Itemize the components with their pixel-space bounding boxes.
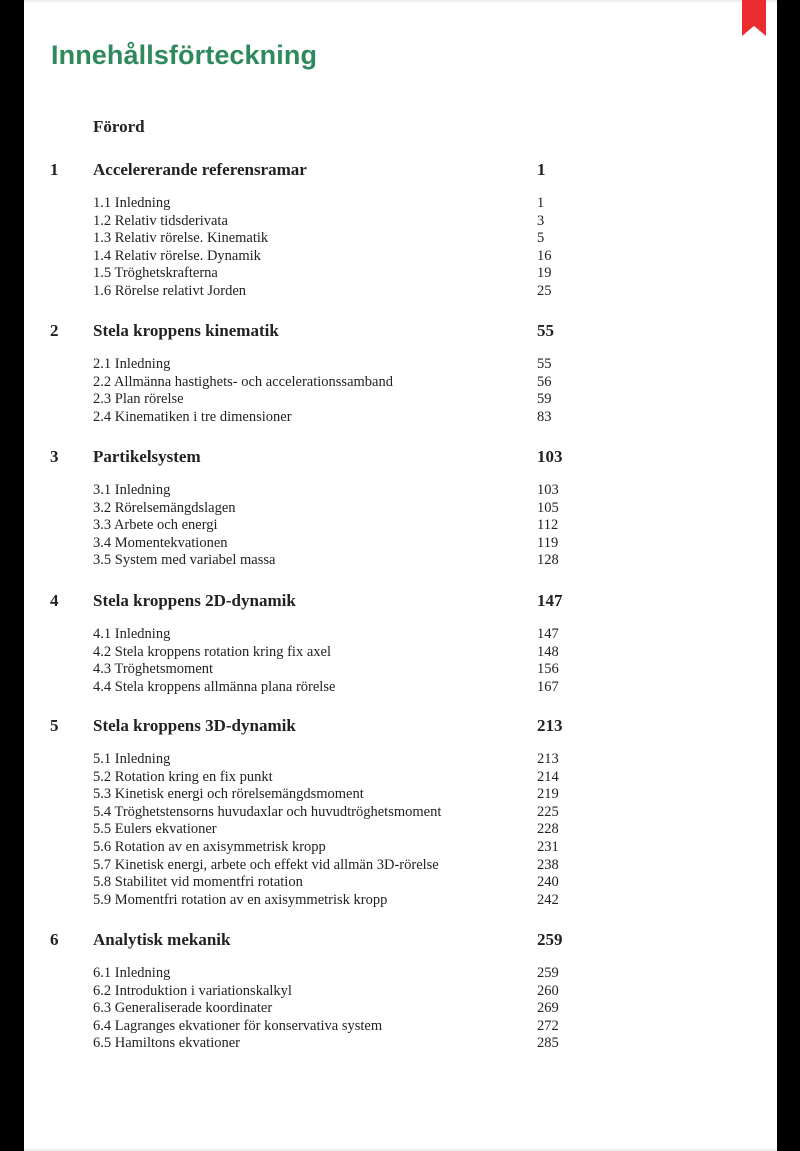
section-title: 2.3 Plan rörelse bbox=[93, 391, 184, 408]
toc-section-entry[interactable] bbox=[0, 1018, 800, 1036]
toc-section-entry[interactable] bbox=[0, 874, 800, 892]
toc-section-entry[interactable] bbox=[0, 786, 800, 804]
toc-section-entry[interactable] bbox=[0, 661, 800, 679]
section-title: 1.3 Relativ rörelse. Kinematik bbox=[93, 230, 269, 247]
section-title: 5.1 Inledning bbox=[93, 751, 171, 767]
toc-foreword[interactable]: Förord bbox=[93, 117, 145, 136]
toc-section-entry[interactable] bbox=[0, 535, 800, 553]
section-title: 1.2 Relativ tidsderivata bbox=[93, 212, 228, 229]
section-title: 3.5 System med variabel massa bbox=[93, 552, 276, 569]
section-title: 4.2 Stela kroppens rotation kring fix axel bbox=[93, 643, 331, 660]
section-page-number: 128 bbox=[537, 552, 559, 569]
chapter-title: Partikelsystem bbox=[93, 447, 201, 466]
toc-section-list bbox=[0, 195, 800, 301]
section-page-number: 242 bbox=[537, 891, 559, 908]
section-page-number: 238 bbox=[537, 856, 559, 873]
section-title: 3.3 Arbete och energi bbox=[93, 517, 218, 534]
section-page-number: 219 bbox=[537, 786, 559, 803]
toc-section-list bbox=[0, 356, 800, 426]
chapter-title: Analytisk mekanik bbox=[93, 930, 231, 949]
toc-section-entry[interactable] bbox=[0, 195, 800, 213]
chapter-title: Stela kroppens 2D-dynamik bbox=[93, 591, 296, 610]
toc-section-entry[interactable] bbox=[0, 283, 800, 301]
toc-section-entry[interactable] bbox=[0, 965, 800, 983]
toc-chapter bbox=[0, 930, 800, 1053]
section-title: 5.5 Eulers ekvationer bbox=[93, 821, 217, 838]
toc-chapter bbox=[0, 160, 800, 301]
toc-section-entry[interactable] bbox=[0, 983, 800, 1001]
chapter-number: 6 bbox=[50, 930, 59, 949]
section-page-number: 213 bbox=[537, 751, 559, 767]
section-page-number: 25 bbox=[537, 282, 552, 299]
toc-chapter-heading[interactable] bbox=[0, 160, 800, 182]
section-title: 2.4 Kinematiken i tre dimensioner bbox=[93, 408, 292, 425]
section-page-number: 240 bbox=[537, 874, 559, 891]
section-title: 1.4 Relativ rörelse. Dynamik bbox=[93, 247, 261, 264]
section-page-number: 119 bbox=[537, 534, 559, 551]
section-title: 3.2 Rörelsemängdslagen bbox=[93, 499, 236, 516]
section-page-number: 55 bbox=[537, 356, 552, 372]
toc-section-entry[interactable] bbox=[0, 248, 800, 266]
section-page-number: 231 bbox=[537, 838, 559, 855]
section-page-number: 148 bbox=[537, 643, 559, 660]
section-page-number: 167 bbox=[537, 678, 559, 695]
toc-section-list bbox=[0, 626, 800, 696]
section-title: 3.4 Momentekvationen bbox=[93, 534, 228, 551]
section-page-number: 214 bbox=[537, 768, 559, 785]
toc-chapter-heading[interactable] bbox=[0, 321, 800, 343]
section-page-number: 112 bbox=[537, 517, 559, 534]
section-title: 1.6 Rörelse relativt Jorden bbox=[93, 282, 247, 299]
toc-chapter-heading[interactable] bbox=[0, 591, 800, 613]
toc-section-list bbox=[0, 965, 800, 1053]
section-title: 3.1 Inledning bbox=[93, 482, 171, 498]
toc-section-list bbox=[0, 482, 800, 570]
section-title: 6.3 Generaliserade koordinater bbox=[93, 1000, 273, 1017]
section-title: 5.9 Momentfri rotation av en axisymmetrisk kropp bbox=[93, 891, 388, 908]
section-page-number: 269 bbox=[537, 1000, 559, 1017]
section-title: 5.3 Kinetisk energi och rörelsemängdsmoment bbox=[93, 786, 364, 803]
section-title: 6.5 Hamiltons ekvationer bbox=[93, 1035, 240, 1052]
toc-section-entry[interactable] bbox=[0, 374, 800, 392]
section-title: 4.4 Stela kroppens allmänna plana rörelse bbox=[93, 678, 336, 695]
section-page-number: 225 bbox=[537, 803, 559, 820]
section-page-number: 285 bbox=[537, 1035, 559, 1052]
toc-section-entry[interactable] bbox=[0, 500, 800, 518]
toc-chapter-heading[interactable] bbox=[0, 447, 800, 469]
section-page-number: 259 bbox=[537, 965, 559, 981]
toc-section-entry[interactable] bbox=[0, 679, 800, 697]
section-title: 2.2 Allmänna hastighets- och accelerationssamband bbox=[93, 373, 393, 390]
section-page-number: 16 bbox=[537, 247, 552, 264]
chapter-page-number: 147 bbox=[537, 591, 563, 610]
chapter-number: 4 bbox=[50, 591, 59, 610]
section-page-number: 260 bbox=[537, 982, 559, 999]
section-page-number: 103 bbox=[537, 482, 559, 498]
toc-chapter bbox=[0, 447, 800, 570]
toc-section-entry[interactable] bbox=[0, 857, 800, 875]
toc-section-entry[interactable] bbox=[0, 1035, 800, 1053]
section-page-number: 272 bbox=[537, 1017, 559, 1034]
toc-section-entry[interactable] bbox=[0, 391, 800, 409]
chapter-page-number: 213 bbox=[537, 716, 563, 735]
toc-section-entry[interactable] bbox=[0, 892, 800, 910]
toc-section-entry[interactable] bbox=[0, 804, 800, 822]
section-title: 2.1 Inledning bbox=[93, 356, 171, 372]
toc-section-list bbox=[0, 751, 800, 909]
toc-section-entry[interactable] bbox=[0, 265, 800, 283]
section-title: 6.1 Inledning bbox=[93, 965, 171, 981]
section-page-number: 105 bbox=[537, 499, 559, 516]
section-page-number: 56 bbox=[537, 373, 552, 390]
section-title: 4.3 Tröghetsmoment bbox=[93, 661, 214, 678]
chapter-page-number: 55 bbox=[537, 321, 554, 340]
chapter-page-number: 103 bbox=[537, 447, 563, 466]
toc-chapter bbox=[0, 716, 800, 909]
section-page-number: 1 bbox=[537, 195, 545, 211]
toc-chapter bbox=[0, 591, 800, 696]
section-page-number: 228 bbox=[537, 821, 559, 838]
chapter-title: Accelererande referensramar bbox=[93, 160, 307, 179]
toc-section-entry[interactable] bbox=[0, 644, 800, 662]
section-title: 6.4 Lagranges ekvationer för konservativa system bbox=[93, 1017, 383, 1034]
chapter-title: Stela kroppens 3D-dynamik bbox=[93, 716, 296, 735]
section-page-number: 59 bbox=[537, 391, 552, 408]
section-page-number: 19 bbox=[537, 265, 552, 282]
section-page-number: 147 bbox=[537, 626, 559, 642]
chapter-number: 2 bbox=[50, 321, 59, 340]
section-page-number: 3 bbox=[537, 212, 545, 229]
toc-section-entry[interactable] bbox=[0, 769, 800, 787]
toc-section-entry[interactable] bbox=[0, 230, 800, 248]
toc-section-entry[interactable] bbox=[0, 517, 800, 535]
toc-chapter-heading[interactable] bbox=[0, 930, 800, 952]
section-title: 1.5 Tröghetskrafterna bbox=[93, 265, 218, 282]
section-title: 5.7 Kinetisk energi, arbete och effekt vid allmän 3D-rörelse bbox=[93, 856, 439, 873]
toc-section-entry[interactable] bbox=[0, 751, 800, 769]
section-title: 5.4 Tröghetstensorns huvudaxlar och huvudtröghetsmoment bbox=[93, 803, 442, 820]
toc-chapter bbox=[0, 321, 800, 426]
page-title: Innehållsförteckning bbox=[51, 40, 318, 70]
section-page-number: 156 bbox=[537, 661, 559, 678]
toc-section-entry[interactable] bbox=[0, 356, 800, 374]
toc-section-entry[interactable] bbox=[0, 626, 800, 644]
section-page-number: 5 bbox=[537, 230, 545, 247]
chapter-number: 3 bbox=[50, 447, 59, 466]
section-page-number: 83 bbox=[537, 408, 552, 425]
chapter-number: 1 bbox=[50, 160, 59, 179]
chapter-title: Stela kroppens kinematik bbox=[93, 321, 279, 340]
toc-section-entry[interactable] bbox=[0, 821, 800, 839]
section-title: 5.8 Stabilitet vid momentfri rotation bbox=[93, 874, 303, 891]
section-title: 5.6 Rotation av en axisymmetrisk kropp bbox=[93, 838, 326, 855]
section-title: 5.2 Rotation kring en fix punkt bbox=[93, 768, 273, 785]
toc-section-entry[interactable] bbox=[0, 482, 800, 500]
toc-section-entry[interactable] bbox=[0, 1000, 800, 1018]
section-title: 6.2 Introduktion i variationskalkyl bbox=[93, 982, 292, 999]
chapter-page-number: 1 bbox=[537, 160, 546, 179]
toc-section-entry[interactable] bbox=[0, 839, 800, 857]
section-title: 4.1 Inledning bbox=[93, 626, 171, 642]
toc-chapter-heading[interactable] bbox=[0, 716, 800, 738]
chapter-number: 5 bbox=[50, 716, 59, 735]
chapter-page-number: 259 bbox=[537, 930, 563, 949]
section-title: 1.1 Inledning bbox=[93, 195, 171, 211]
toc-section-entry[interactable] bbox=[0, 409, 800, 427]
toc-section-entry[interactable] bbox=[0, 552, 800, 570]
toc-section-entry[interactable] bbox=[0, 213, 800, 231]
